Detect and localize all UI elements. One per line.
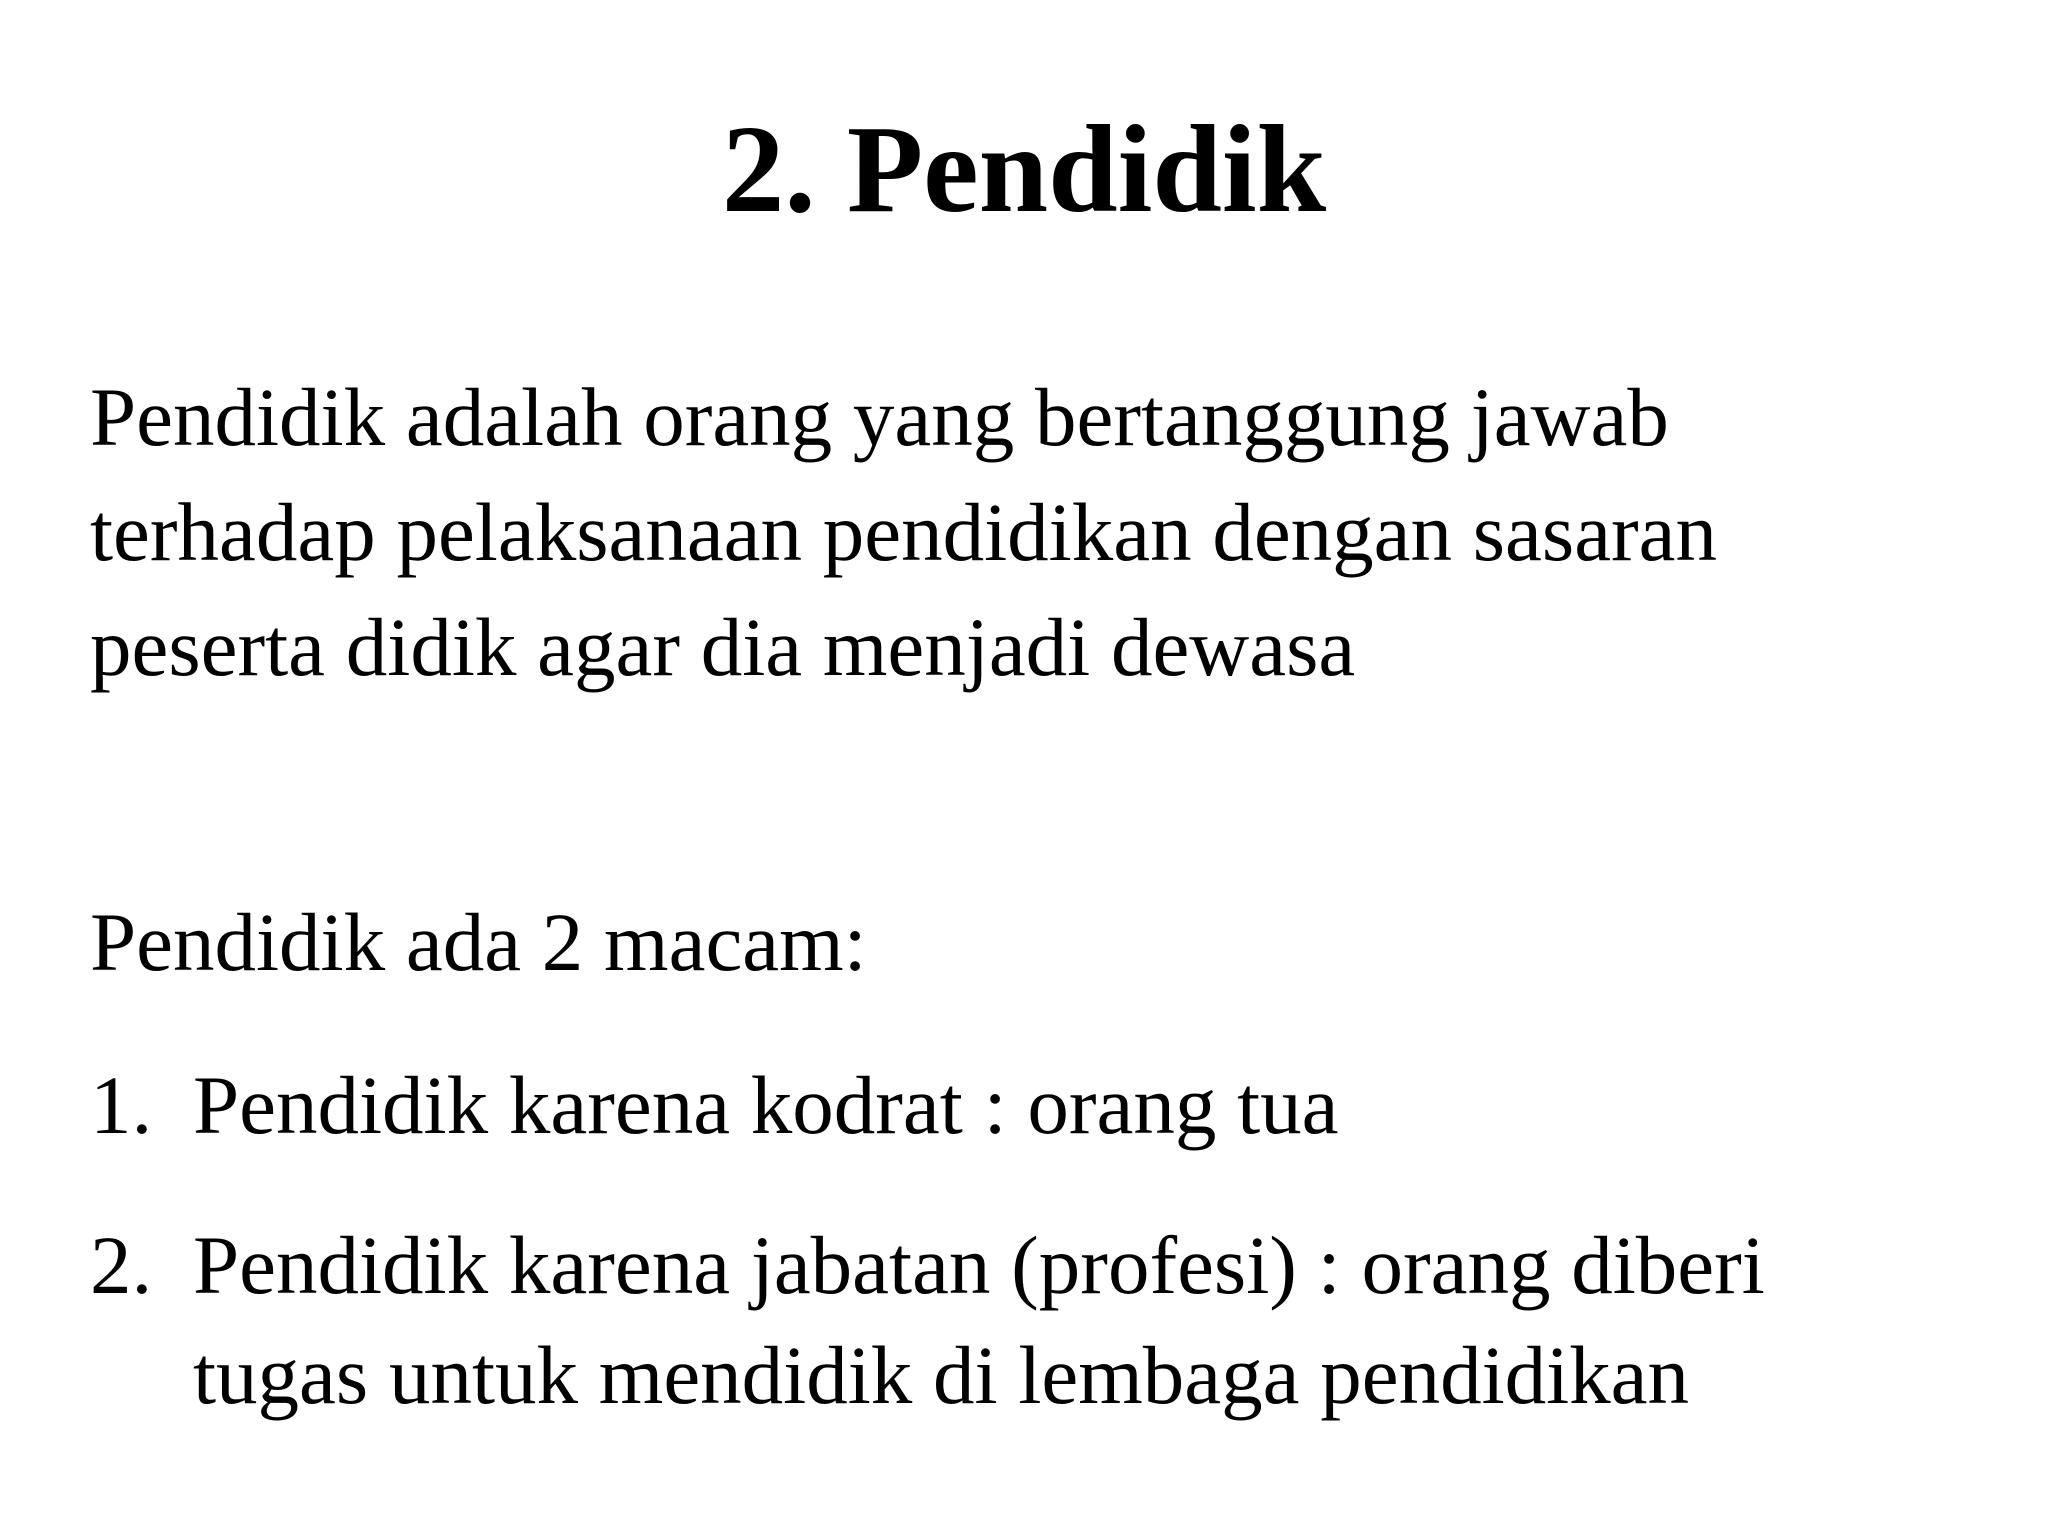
definition-paragraph bbox=[90, 360, 1990, 705]
list-text-line: Pendidik karena jabatan (profesi) : orang diberi bbox=[193, 1219, 1765, 1311]
slide-title: 2. Pendidik bbox=[721, 101, 1327, 239]
list-text bbox=[193, 1210, 1990, 1430]
definition-line: Pendidik adalah orang yang bertanggung jawab bbox=[90, 371, 1669, 463]
list-item bbox=[90, 1210, 1990, 1430]
types-intro: Pendidik ada 2 macam: bbox=[90, 896, 867, 988]
list-text-line: tugas untuk mendidik di lembaga pendidikan bbox=[193, 1329, 1690, 1421]
list-item bbox=[90, 1050, 1990, 1160]
types-list bbox=[90, 1050, 1990, 1480]
definition-line: terhadap pelaksanaan pendidikan dengan sasaran bbox=[90, 486, 1718, 578]
list-text bbox=[193, 1050, 1990, 1160]
definition-line: peserta didik agar dia menjadi dewasa bbox=[90, 601, 1356, 693]
list-number: 1. bbox=[90, 1059, 153, 1151]
list-number: 2. bbox=[90, 1219, 153, 1311]
list-text-line: Pendidik karena kodrat : orang tua bbox=[193, 1059, 1339, 1151]
